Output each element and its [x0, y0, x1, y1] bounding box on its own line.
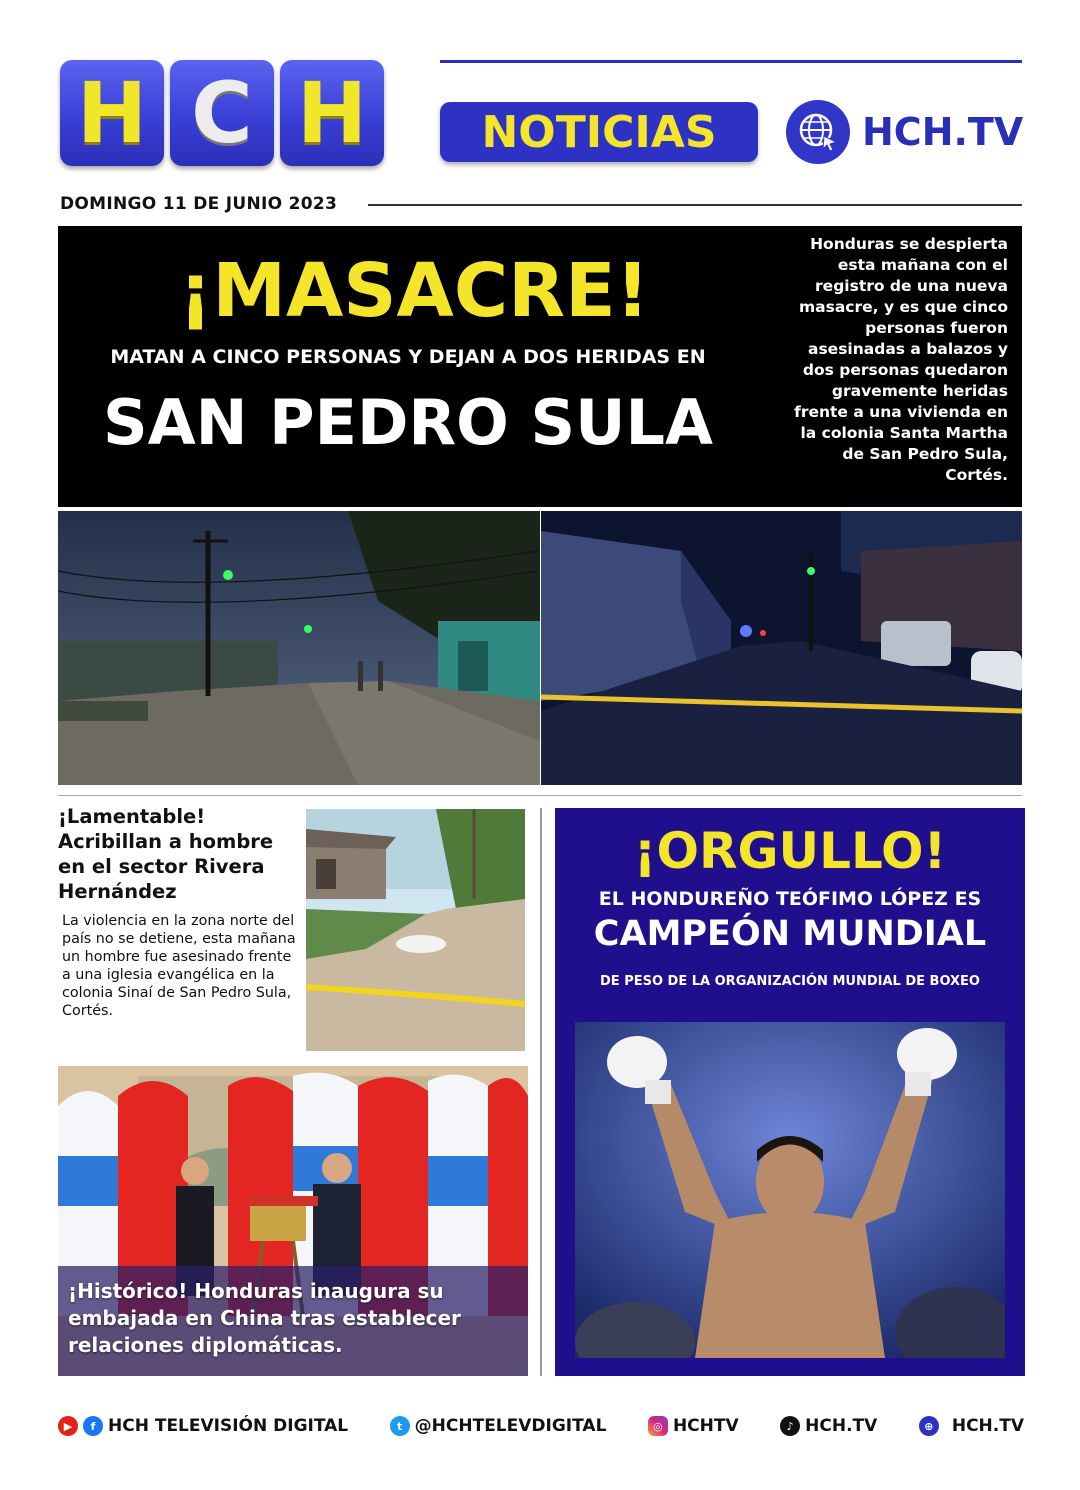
headline-lede: Honduras se despierta esta mañana con el registro de una nueva masacre, y es que cinco personas fueron asesinadas a balazos y dos personas quedaron gravemente heridas frente a una vivienda en la colonia Santa Martha de San Pedro Sula, Cortés. [794, 235, 1008, 484]
footer-web-label: HCH.TV [951, 1416, 1024, 1436]
footer-instagram-label: HCHTV [672, 1416, 739, 1436]
section-label-badge [440, 102, 758, 162]
rivera-story-title: ¡Lamentable! Acribillan a hombre en el sector Rivera Hernández [58, 805, 274, 903]
street-night-photo [58, 511, 540, 785]
rivera-scene-photo [306, 809, 525, 1051]
youtube-icon: ▶ [58, 1416, 78, 1436]
social-footer [58, 1412, 1024, 1440]
footer-web[interactable] [919, 1416, 1024, 1436]
footer-fb-label: HCH TELEVISIÓN DIGITAL [108, 1416, 349, 1436]
logo-letter: H [296, 64, 368, 162]
boxing-title: ¡ORGULLO! [633, 822, 947, 880]
boxing-line2: CAMPEÓN MUNDIAL [593, 914, 987, 954]
instagram-icon: ◎ [648, 1416, 668, 1436]
twitter-icon: t [390, 1416, 410, 1436]
headline-place: SAN PEDRO SULA [103, 386, 713, 459]
china-story-caption: ¡Histórico! Honduras inaugura su embajada en China tras establecer relaciones diplomáticas. [68, 1279, 461, 1357]
boxer-photo [575, 1022, 1005, 1358]
site-url[interactable]: HCH.TV [862, 110, 1024, 154]
section-label: NOTICIAS [481, 106, 717, 158]
logo-tile-h1 [60, 60, 164, 166]
footer-tiktok[interactable] [780, 1416, 877, 1436]
issue-date: DOMINGO 11 DE JUNIO 2023 [60, 194, 338, 214]
header-rule [440, 60, 1022, 63]
column-divider [540, 808, 542, 1376]
logo-letter: C [191, 64, 253, 162]
headline-subtitle: MATAN A CINCO PERSONAS Y DEJAN A DOS HERIDAS EN [110, 346, 706, 368]
section-divider [58, 795, 1022, 796]
boxing-line3: DE PESO DE LA ORGANIZACIÓN MUNDIAL DE BOXEO [600, 974, 980, 989]
footer-twitter-label: @HCHTELEVDIGITAL [414, 1416, 607, 1436]
facebook-icon: f [83, 1416, 103, 1436]
headline-title: ¡MASACRE! [178, 248, 650, 334]
hch-logo [60, 60, 384, 166]
logo-letter: H [76, 64, 148, 162]
headline-banner [58, 226, 1022, 507]
globe-cursor-icon [786, 100, 850, 164]
footer-instagram[interactable] [648, 1416, 739, 1436]
tiktok-icon: ♪ [780, 1416, 800, 1436]
date-rule [368, 204, 1022, 206]
logo-tile-h2 [280, 60, 384, 166]
footer-twitter[interactable] [390, 1416, 607, 1436]
footer-youtube-facebook[interactable] [58, 1416, 348, 1436]
logo-tile-c [170, 60, 274, 166]
web-icon: ⊕ [919, 1416, 939, 1436]
footer-tiktok-label: HCH.TV [805, 1416, 878, 1436]
rivera-story-body: La violencia en la zona norte del país no se detiene, esta mañana un hombre fue asesinado frente a una iglesia evangélica en la colonia Sinaí de San Pedro Sula, Cortés. [62, 913, 296, 1019]
boxing-line1: EL HONDUREÑO TEÓFIMO LÓPEZ ES [598, 888, 982, 910]
crime-scene-photo [541, 511, 1022, 785]
